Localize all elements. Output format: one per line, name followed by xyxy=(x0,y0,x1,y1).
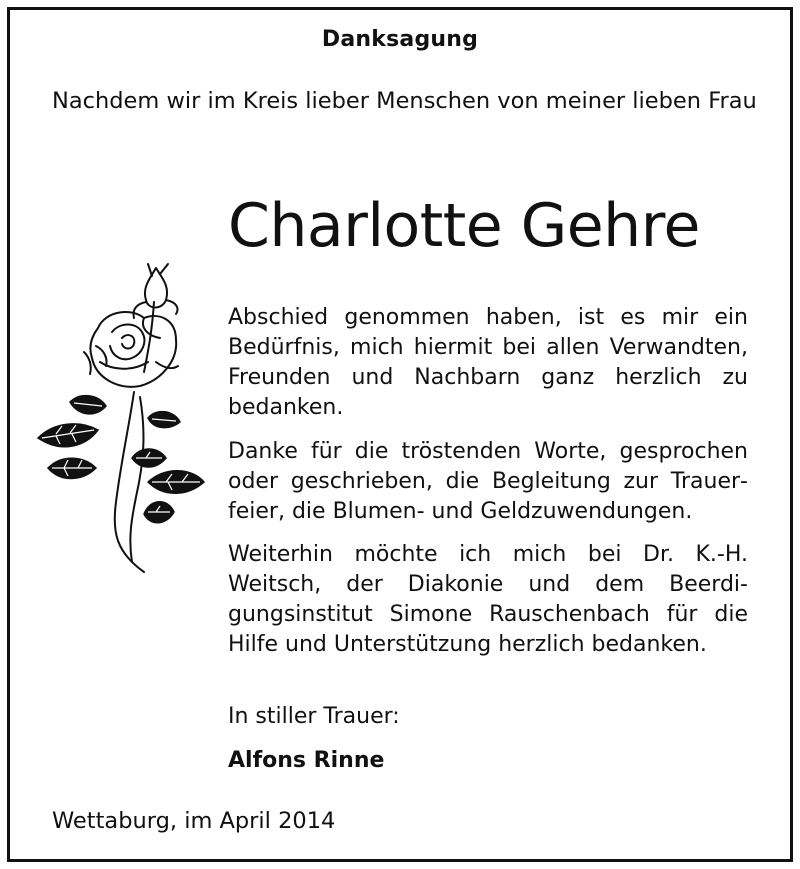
notice-heading: Danksagung xyxy=(321,27,479,52)
deceased-name: Charlotte Gehre xyxy=(228,191,700,261)
thanks-paragraph-1: Abschied genommen haben, ist es mir ein Bedürfnis, mich hiermit bei allen Verwandten, Freunden und Nachbarn ganz herzlich zu bedanken. xyxy=(228,305,748,420)
closing-phrase: In stiller Trauer: xyxy=(228,704,400,729)
place-date: Wettaburg, im April 2014 xyxy=(52,808,336,834)
signer-name: Alfons Rinne xyxy=(228,748,385,773)
thanks-paragraph-2: Danke für die tröstenden Worte, gesprochen oder geschrieben, die Begleitung zur Trauerfeier, die Blumen- und Geldzuwendungen. xyxy=(228,439,748,524)
intro-text: Nachdem wir im Kreis lieber Menschen von meiner lieben Frau xyxy=(52,88,757,114)
rose-icon xyxy=(36,262,208,574)
thanks-paragraph-3: Weiterhin möchte ich mich bei Dr. K.-H. Weitsch, der Diakonie und dem Beerdigungsinstitut Simone Rauschenbach für die Hilfe und Unterstützung herzlich bedanken. xyxy=(228,542,748,657)
